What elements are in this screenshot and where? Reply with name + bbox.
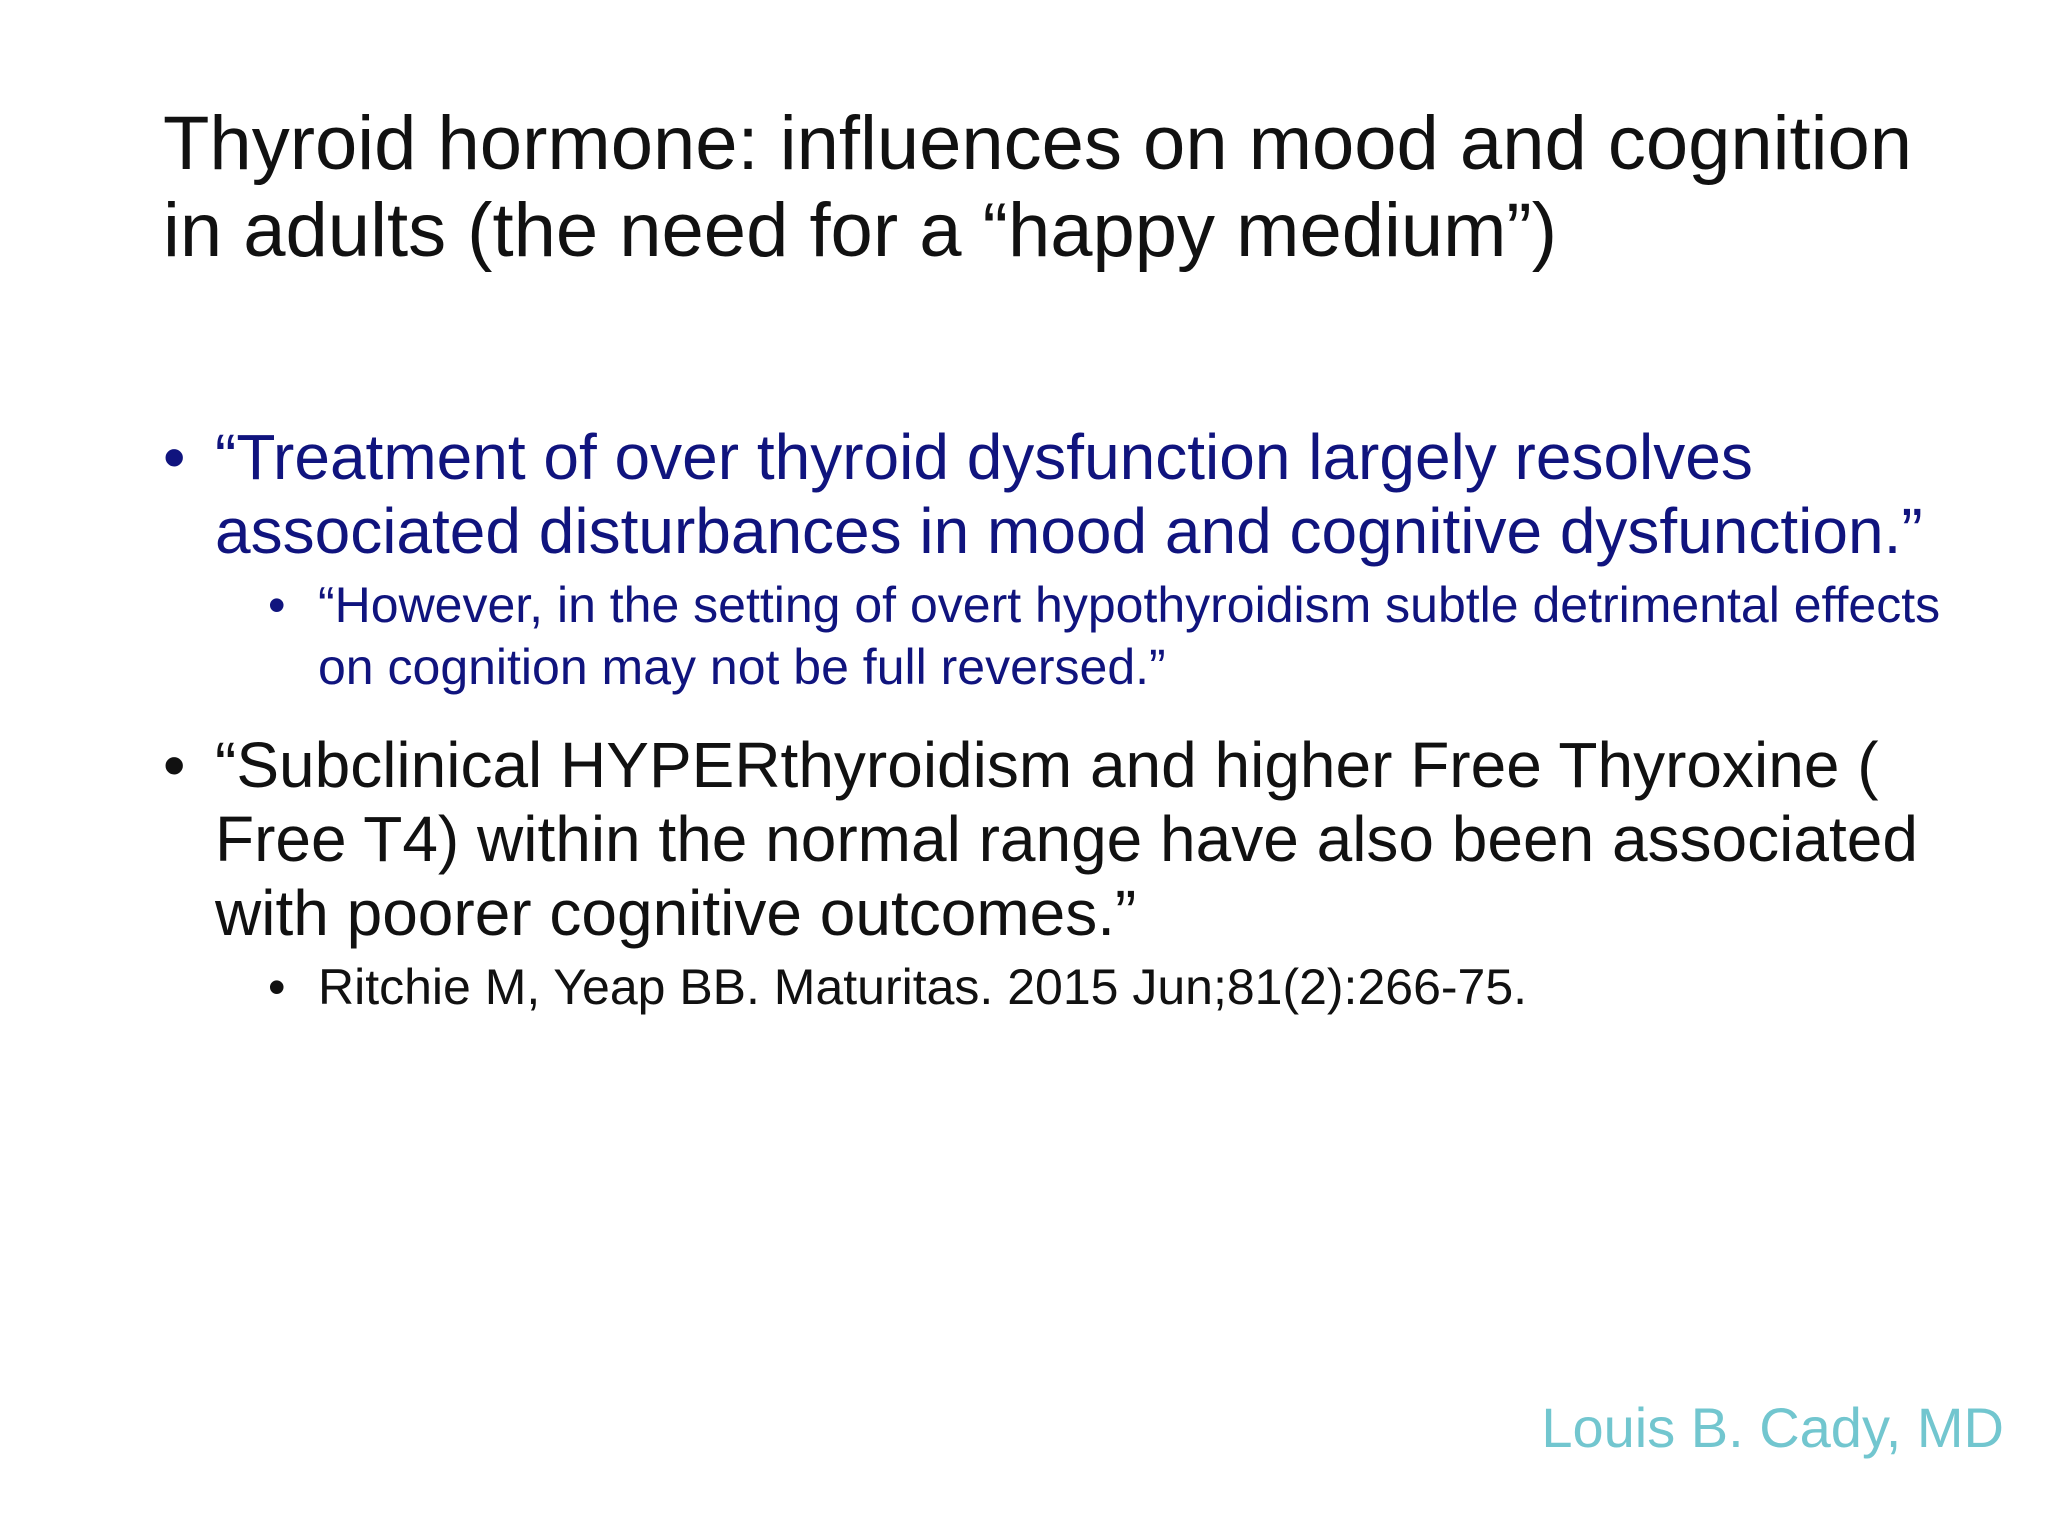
bullet-item-subclinical bbox=[163, 728, 1963, 1018]
sub-bullet-text: “However, in the setting of overt hypothyroidism subtle detrimental effects on cognition may not be full reversed.” bbox=[318, 577, 1941, 695]
bullet-list bbox=[163, 420, 1963, 1018]
sub-bullet-list bbox=[215, 956, 1963, 1018]
sub-bullet-item-hypothyroidism bbox=[268, 574, 1963, 698]
bullet-dot-icon: • bbox=[163, 729, 186, 801]
citation-text: Ritchie M, Yeap BB. Maturitas. 2015 Jun;81(2):266-75. bbox=[318, 959, 1528, 1015]
sub-bullet-item-citation bbox=[268, 956, 1963, 1018]
bullet-text: “Subclinical HYPERthyroidism and higher Free Thyroxine ( Free T4) within the normal range have also been associated with poorer cognitive outcomes.” bbox=[215, 729, 1918, 949]
slide-title: Thyroid hormone: influences on mood and cognition in adults (the need for a “happy medium”) bbox=[163, 101, 1913, 273]
bullet-text: “Treatment of over thyroid dysfunction largely resolves associated disturbances in mood and cognitive dysfunction.” bbox=[215, 421, 1923, 567]
sub-bullet-list bbox=[215, 574, 1963, 698]
author-credit: Louis B. Cady, MD bbox=[1541, 1396, 2004, 1459]
bullet-dot-icon: • bbox=[163, 421, 186, 493]
sub-bullet-dot-icon: • bbox=[268, 577, 286, 633]
bullet-item-treatment bbox=[163, 420, 1963, 698]
sub-bullet-dot-icon: • bbox=[268, 959, 286, 1015]
